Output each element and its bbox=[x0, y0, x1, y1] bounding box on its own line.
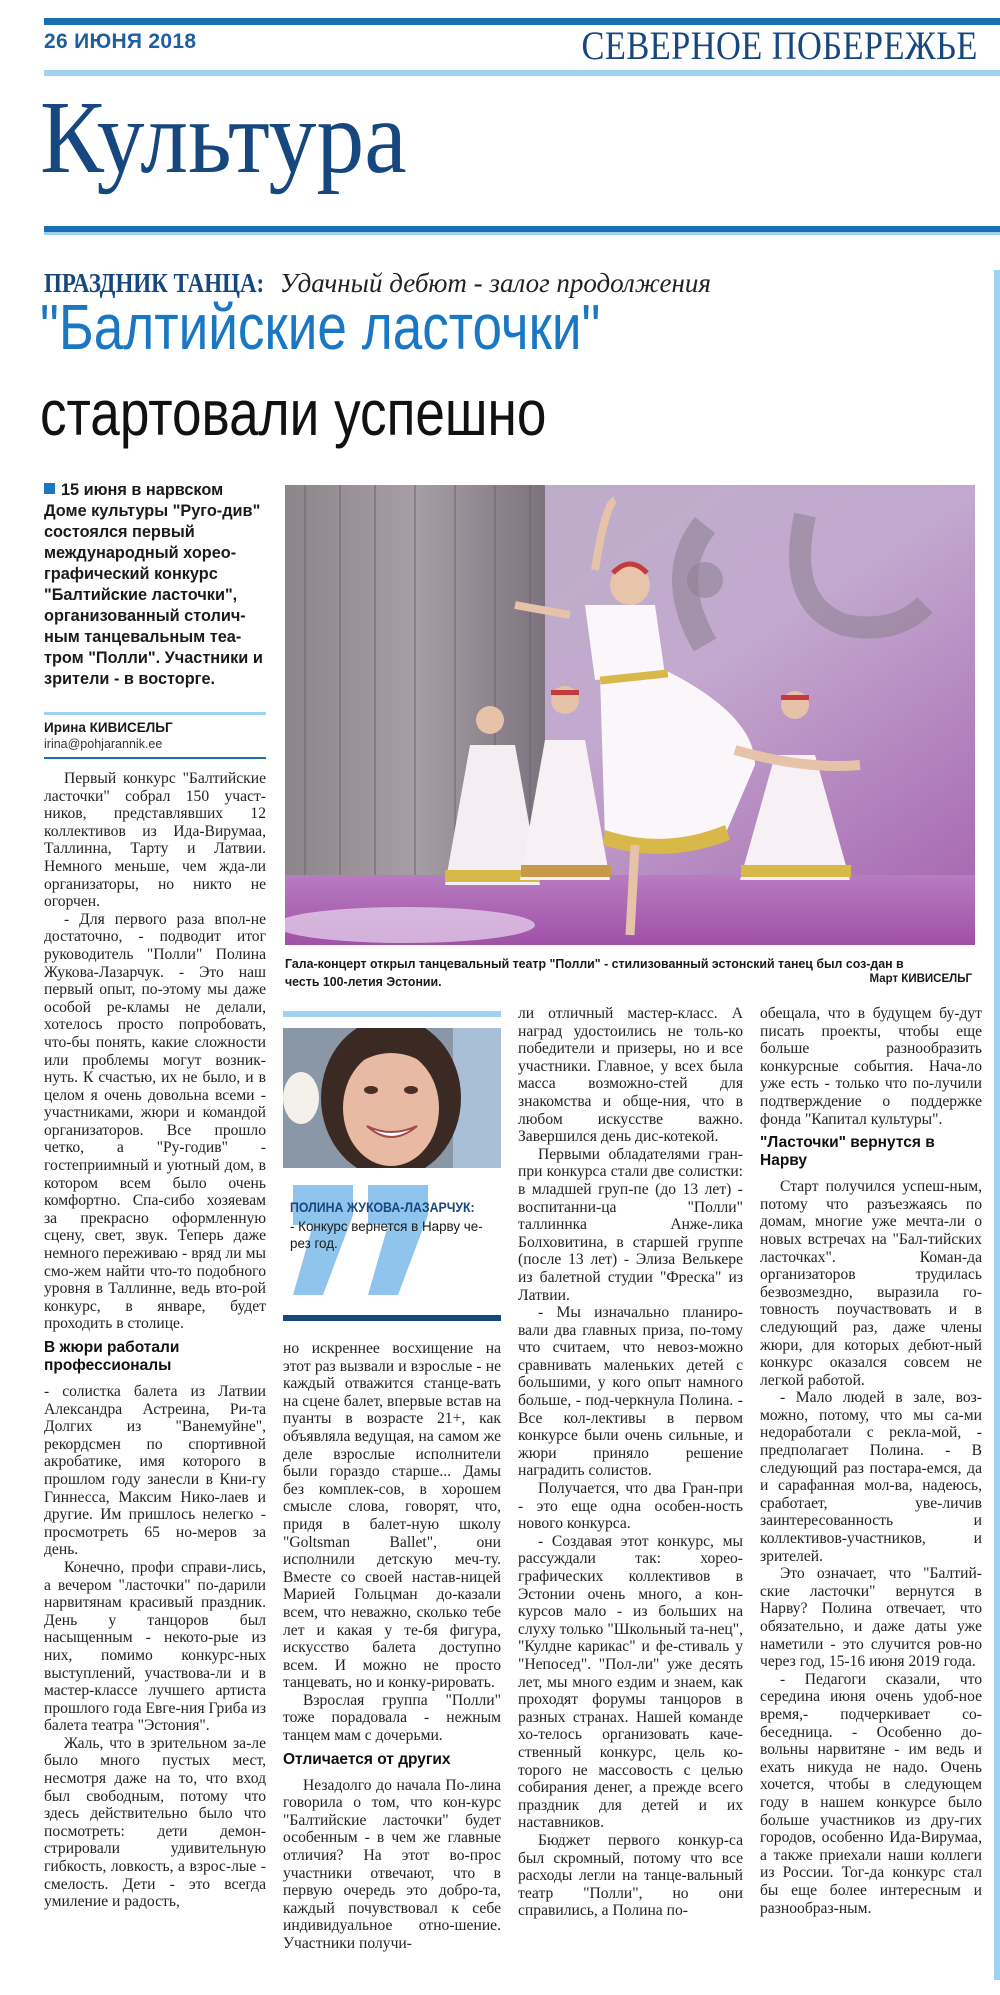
section-title: Культура bbox=[40, 80, 407, 195]
issue-date: 26 ИЮНЯ 2018 bbox=[44, 30, 197, 53]
portrait-illustration bbox=[283, 1028, 501, 1168]
paragraph: Это означает, что "Балтий-ские ласточки" вернутся в Нарву? Полина отвечает, что обязательно, и даже даты уже наметили - это случится ров-но через год, 15-16 июня 2019 года. bbox=[760, 1565, 982, 1671]
paragraph: - Педагоги сказали, что середина июня очень удоб-ное время,- подчеркивает со-беседница. - Особенно до-вольны нарвитяне - им ведь и ехать никуда не надо. Очень хочется, чтобы в следующем году в нашем конкурсе было больше участников из дру-гих городов, особенно Ида-Вирумаа, а также приехали наши коллеги из России. Тог-да конкурс стал бы еще более интересным и разнообраз-ным. bbox=[760, 1670, 982, 1917]
paragraph: - Мало людей в зале, воз-можно, потому, что мы са-ми недоработали с рекла-мой, - предполагает Полина. - В следующий раз постара-емся, да и сарафанная мол-ва, надеюсь, сработает, уве-личив заинтересованность и коллективов-участников, и зрителей. bbox=[760, 1389, 982, 1565]
newspaper-name: СЕВЕРНОЕ ПОБЕРЕЖЬЕ bbox=[581, 23, 978, 68]
subheading-differs: Отличается от других bbox=[283, 1750, 451, 1768]
paragraph: Старт получился успеш-ным, потому что разъезжаясь по домам, многие уже мечта-ли о новых встречах на "Бал-тийских ласточках". Коман-да организаторов трудилась безвозмездно, выразила го-товность поучаствовать и в следующий раз, даже члены жюри, для которых дебют-ный конкурс оказался совсем не легкой работой. bbox=[760, 1178, 982, 1389]
paragraph: Первыми обладателями гран-при конкурса стали две солистки: в младшей груп-пе (до 13 лет) - воспитанни-ца "Полли" таллиннка Анже-лика Болховитина, в старшей группе (после 13 лет) - Элиза Велькере из балетной студии "Фреска" из Латвии. bbox=[518, 1145, 743, 1304]
paragraph: Жаль, что в зрительном за-ле было много пустых мест, несмотря даже на то, что вход был свободным, потому что здесь действительно было что посмотреть: дети демон-стрировали удивительную гибкость, ловкость, а взрос-лые - смелость. Дети - это всегда умиление и радость, bbox=[44, 1734, 266, 1911]
author-email[interactable]: irina@pohjarannik.ee bbox=[44, 737, 163, 751]
kicker-subtitle: Удачный дебют - залог продолжения bbox=[279, 268, 711, 298]
quote-text: - Конкурс вернется в Нарву че-рез год. bbox=[290, 1219, 483, 1251]
section-rule-light bbox=[44, 232, 1000, 235]
paragraph: - Для первого раза впол-не достаточно, - подводит итог руководитель "Полли" Полина Жукова-Лазарчук. - Это наш первый опыт, по-этому мы даже особой ре-кламы не делали, хотелось просто попробовать, что-бы понять, какие сложности или проблемы могут возник-нуть. К счастью, их не было, и в целом я очень довольна всеми - участниками, жюри и командой организаторов. Все прошло четко, а "Ру-годив" - гостеприимный и уютный дом, в котором всем было очень комфортно. Спа-сибо хозяевам за прекрасно оформленную сцену, свет, звук. Теперь даже немного переживаю - вряд ли мы смо-жем найти что-то подобного уровня в Таллинне, ведь вто-рой конкурс, в январе, будет проходить в столице. bbox=[44, 910, 266, 1333]
paragraph: обещала, что в будущем бу-дут писать проекты, чтобы еще больше разнообразить конкурсные события. Нача-ло уже есть - только что по-лучили подтверждение о поддержке фонда "Капитал культуры". bbox=[760, 1005, 982, 1128]
portrait-photo-polina bbox=[283, 1028, 501, 1168]
kicker-label: ПРАЗДНИК ТАНЦА: bbox=[44, 268, 265, 298]
dance-photo-illustration bbox=[285, 485, 975, 945]
lead-text: 15 июня в нарвском Доме культуры "Руго-див" состоялся первый международный хорео-графический конкурс "Балтийские ласточки", организованный столич-ным танцевальным теа-тром "Полли". Участники и зрители - в восторге. bbox=[44, 481, 263, 688]
article-lead bbox=[44, 480, 269, 690]
subheading-jury: В жюри работали профессионалы bbox=[44, 1339, 180, 1374]
headline-line-2: стартовали успешно bbox=[40, 377, 547, 449]
byline-rule-top bbox=[44, 712, 266, 715]
page-edge-stripe bbox=[994, 270, 1000, 1980]
masthead-bottom-rule bbox=[44, 70, 1000, 76]
quote-speaker: ПОЛИНА ЖУКОВА-ЛАЗАРЧУК: bbox=[290, 1200, 475, 1215]
paragraph: ли отличный мастер-класс. А наград удостоились не толь-ко победители и призеры, но и все участники. Главное, у всех была масса возможно-стей для знакомства и обще-ния, что в любом искусстве важно. Завершился день дис-котекой. bbox=[518, 1005, 743, 1146]
photo-caption: Гала-концерт открыл танцевальный театр "Полли" - стилизованный эстонский танец был соз-дан в честь 100-летия Эстонии. bbox=[285, 956, 904, 989]
paragraph: Взрослая группа "Полли" тоже порадовала - нежным танцем мам с дочерьми. bbox=[283, 1691, 501, 1745]
paragraph: - Создавая этот конкурс, мы рассуждали так: хорео-графических коллективов в Эстонии очень много, а кон-курсов мало - из больших на слуху только "Школьный та-нец", "Кулдне карикас" и фе-стиваль у "Непосед". "Пол-ли" уже десять лет, мы много ездим и знаем, как проходят форумы танцоров в разных странах. Нашей команде хо-телось организовать каче-ственный конкурс, цель ко-торого не массовость с целью собирания денег, а прежде всего праздник для детей и их наставников. bbox=[518, 1532, 743, 1832]
paragraph: - солистка балета из Латвии Александра Астреина, Ри-та Долгих из "Ванемуйне", рекордсмен по спортивной акробатике, имя которого в прошлом году занесли в Кни-гу Гиннесса, Максим Нико-лаев и другие. Им пришлось нелегко - просмотреть 65 но-меров за день. bbox=[44, 1383, 266, 1559]
quote-top-rule bbox=[283, 1011, 501, 1017]
author-name: Ирина КИВИСЕЛЬГ bbox=[44, 720, 173, 735]
photo-credit: Март КИВИСЕЛЬГ bbox=[869, 973, 972, 985]
paragraph: но искреннее восхищение на этот раз вызвали и взрослые - не каждый отважится станце-вать на сцене балет, впервые встав на пуанты в возрасте 21+, как объявляла ведущая, на самом же деле взрослые исполнители были гораздо старше... Дамы без комплек-сов, в хорошем смысле слова, говорят, что, придя в балет-ную школу "Goltsman Ballet", они исполнили детскую меч-ту. Вместе со своей настав-ницей Марией Гольцман до-казали всем, что неважно, сколько тебе лет и какая у те-бя фигура, искусство балета доступно всем. И можно не просто танцевать, но и конку-рировать. bbox=[283, 1340, 501, 1692]
subheading-return: "Ласточки" вернутся в Нарву bbox=[760, 1134, 935, 1170]
article-column-3 bbox=[518, 1005, 743, 1920]
main-photo-dancers bbox=[285, 485, 975, 945]
bullet-square-icon bbox=[44, 483, 55, 494]
paragraph: Конечно, профи справи-лись, а вечером "ласточки" по-дарили нарвитянам красивый праздник. День у танцоров был насыщенным - некото-рые из них, помимо конкурс-ных выступлений, участвова-ли и в мастер-классе лучшего артиста прошлого года Евге-ния Гриба из балета театра "Эстония". bbox=[44, 1558, 266, 1735]
article-column-4 bbox=[760, 1005, 982, 1917]
headline-line-1: "Балтийские ласточки" bbox=[40, 291, 601, 363]
paragraph: Получается, что два Гран-при - это еще одна особен-ность нового конкурса. bbox=[518, 1480, 743, 1533]
paragraph: - Мы изначально планиро-вали два главных приза, по-тому что считаем, что невоз-можно сравнивать маленьких детей с большими, у кого опыт намного больше, - под-черкнула Полина. - Все кол-лективы в первом конкурсе были очень сильные, и жюри приняло решение наградить солистов. bbox=[518, 1304, 743, 1480]
paragraph: Первый конкурс "Балтийские ласточки" собрал 150 участ-ников, представлявших 12 коллективов из Ида-Вирумаа, Таллинна, Тарту и Латвии. Немного меньше, чем жда-ли организаторы, но никто не огорчен. bbox=[44, 770, 266, 911]
article-column-1 bbox=[44, 770, 266, 1911]
quote-bottom-rule bbox=[283, 1315, 501, 1321]
paragraph: Бюджет первого конкур-са был скромный, потому что все расходы легли на танце-вальный театр "Полли", но они справились, а Полина по- bbox=[518, 1831, 743, 1920]
article-column-2 bbox=[283, 1340, 501, 1953]
paragraph: Незадолго до начала По-лина говорила о том, что кон-курс "Балтийские ласточки" будет особенным - в чем же главные отличия? На этот во-прос участники отвечают, что в первую очередь это добро-та, каждый почувствовал к себе индивидуальное отно-шение. Участники получи- bbox=[283, 1776, 501, 1952]
byline-rule-bottom bbox=[44, 757, 266, 759]
